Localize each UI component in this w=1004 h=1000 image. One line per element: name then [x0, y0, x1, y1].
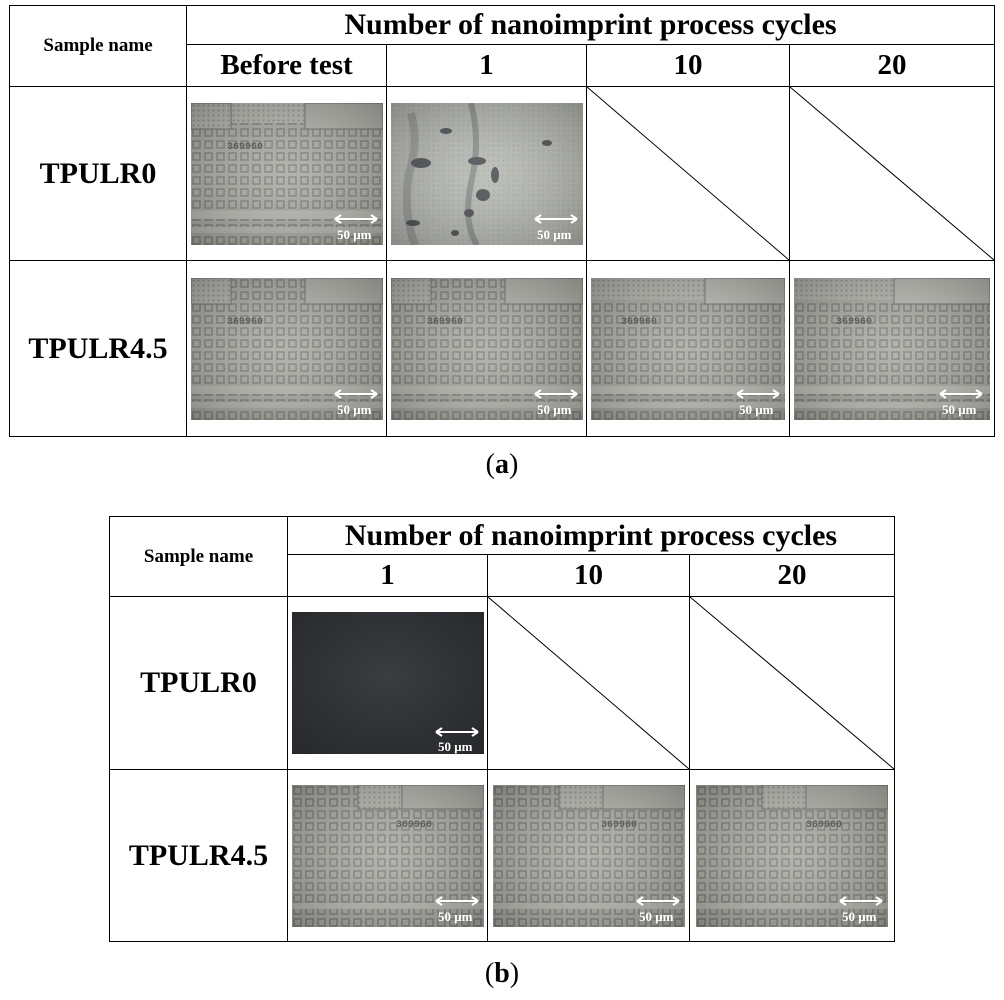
scale-bar-label: 50 μm — [536, 401, 571, 417]
micrograph-cell — [387, 87, 587, 261]
diagonal-slash — [690, 597, 894, 769]
scale-bar-label: 50 μm — [437, 739, 472, 754]
micrograph-cell — [187, 261, 387, 437]
column-header-20: 20 — [690, 555, 895, 597]
micrograph-cell — [790, 261, 995, 437]
micrograph-cell — [587, 261, 790, 437]
caption-letter-a: a — [495, 449, 509, 480]
scale-bar-label: 50 μm — [739, 401, 774, 417]
row-name-tpulr4-5: TPULR4.5 — [10, 261, 187, 437]
diagonal-slash — [587, 87, 789, 260]
micrograph-pattern-b — [696, 785, 888, 927]
micrograph-pattern-b — [493, 785, 685, 927]
cycles-header: Number of nanoimprint process cycles — [187, 6, 995, 45]
diagonal-slash — [488, 597, 689, 769]
empty-cell — [690, 597, 895, 770]
sample-name-header: Sample name — [10, 6, 187, 87]
table-a — [9, 5, 995, 437]
column-header-10: 10 — [488, 555, 690, 597]
micrograph-cell — [387, 261, 587, 437]
sample-name-header: Sample name — [110, 517, 288, 597]
cycles-header: Number of nanoimprint process cycles — [288, 517, 895, 555]
column-header-20: 20 — [790, 45, 995, 87]
table-b — [109, 516, 895, 942]
micrograph-dark — [292, 612, 484, 754]
panel-b — [109, 516, 895, 942]
scale-bar-label: 50 μm — [437, 908, 472, 924]
micrograph-pattern — [191, 278, 383, 420]
micrograph-pattern — [391, 278, 583, 420]
row-name-tpulr4-5: TPULR4.5 — [110, 770, 288, 942]
micrograph-damaged — [391, 103, 583, 245]
caption-a: (a) — [485, 449, 519, 480]
scale-bar-label: 50 μm — [336, 226, 371, 242]
column-header-before-test: Before test — [187, 45, 387, 87]
column-header-10: 10 — [587, 45, 790, 87]
micrograph-cell — [288, 770, 488, 942]
row-name-tpulr0: TPULR0 — [10, 87, 187, 261]
micrograph-cell — [690, 770, 895, 942]
scale-bar-label: 50 μm — [842, 908, 877, 924]
panel-a — [9, 5, 995, 437]
micrograph-pattern-b — [292, 785, 484, 927]
empty-cell — [488, 597, 690, 770]
scale-bar-label: 50 μm — [536, 226, 571, 242]
caption-b: (b) — [484, 958, 520, 989]
diagonal-slash — [790, 87, 994, 260]
micrograph-cell — [488, 770, 690, 942]
micrograph-pattern — [191, 103, 383, 245]
scale-bar-label: 50 μm — [942, 401, 977, 417]
empty-cell — [790, 87, 995, 261]
micrograph-pattern — [794, 278, 990, 420]
caption-letter-b: b — [494, 958, 510, 989]
micrograph-cell — [187, 87, 387, 261]
empty-cell — [587, 87, 790, 261]
scale-bar-label: 50 μm — [638, 908, 673, 924]
micrograph-cell — [288, 597, 488, 770]
row-name-tpulr0: TPULR0 — [110, 597, 288, 770]
micrograph-pattern — [591, 278, 785, 420]
column-header-1: 1 — [288, 555, 488, 597]
column-header-1: 1 — [387, 45, 587, 87]
scale-bar-label: 50 μm — [336, 401, 371, 417]
